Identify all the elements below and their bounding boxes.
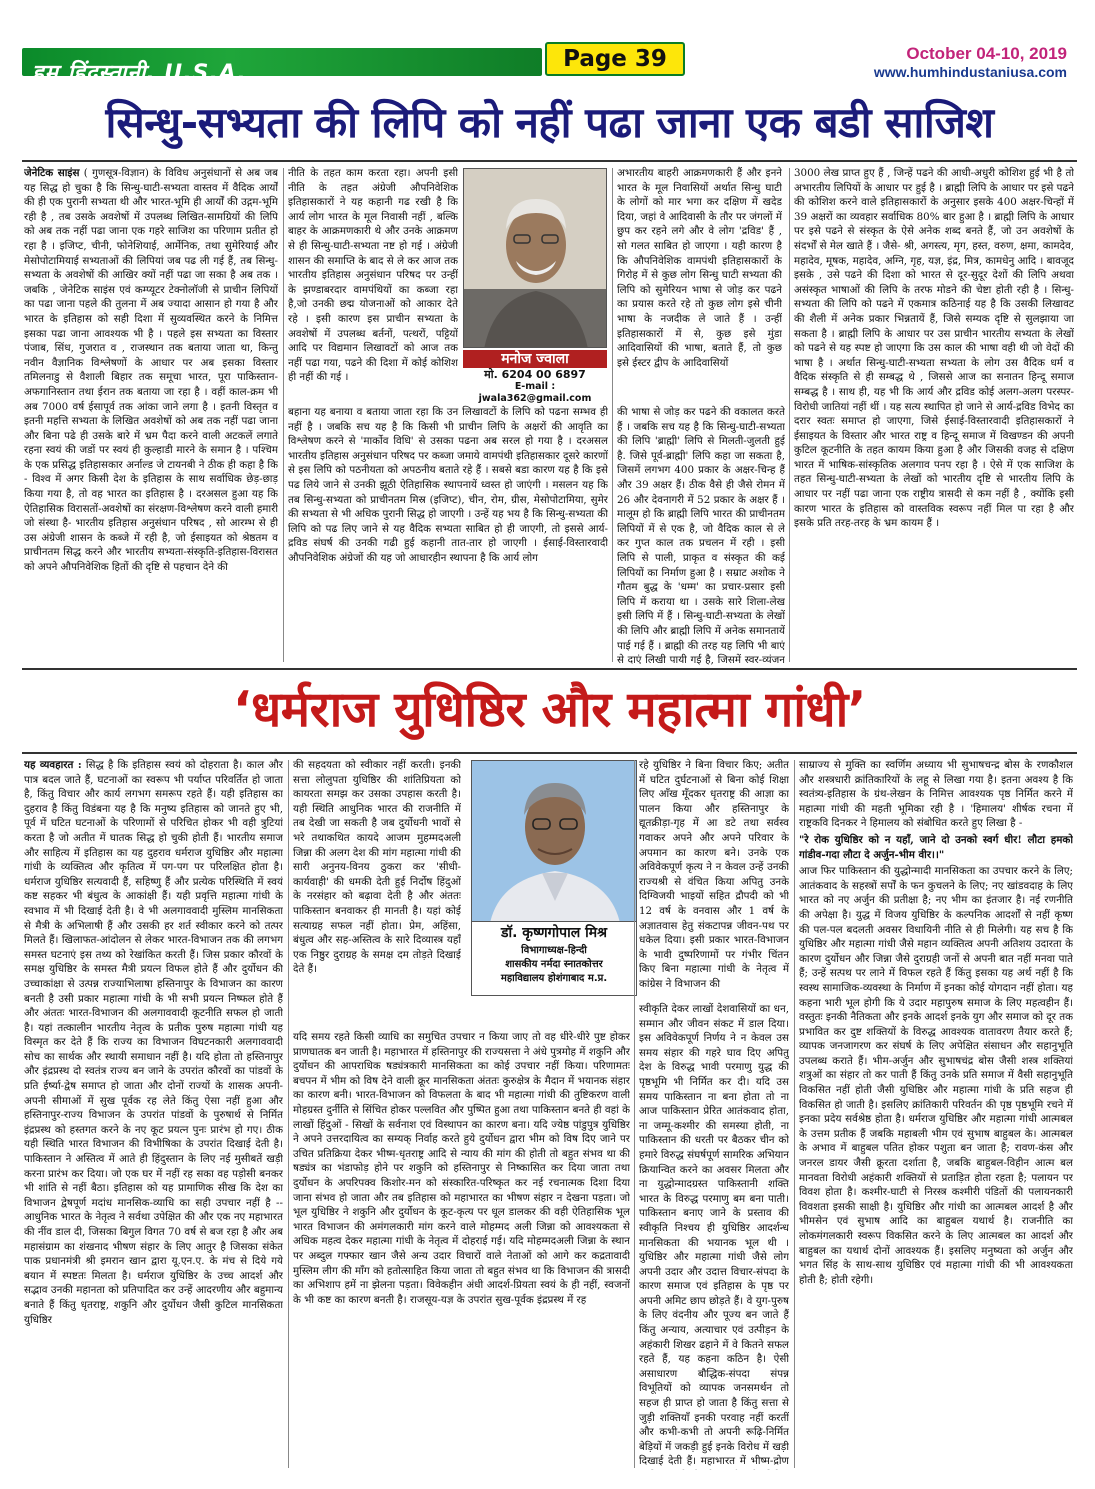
- article1-column-2-bottom: [288, 405, 608, 667]
- article1-col3-top-text: अभारतीय बाहरी आक्रमणकारी हैं और इनने भारत के मूल निवासियों अर्थात सिन्धु घाटी के लोगों को मार भगा कर दक्षिण में खदेड दिया, जहां वे आदिवासी के तौर पर जंगलों में छुप कर रहने लगे और वे लोग 'द्रविड' हैं , सो गलत साबित हो जाएगा । यही कारण है कि औपनिवेशिक वामपंथी इतिहासकारों के गिरोह में से कुछ लोग सिन्धु घाटी सभ्यता की लिपि को सुमेरियन भाषा से जोड़ कर पढने का प्रयास करते रहे तो कुछ लोग इसे चीनी भाषा के नजदीक ले जाते हैं । उन्हीं इतिहासकारों में से, कुछ इसे मुंडा आदिवासियों की भाषा, बताते हैं, तो कुछ इसे ईस्टर द्वीप के आदिवासियों: [617, 167, 782, 369]
- author1-photo: [463, 168, 607, 348]
- author1-portrait: [464, 169, 607, 348]
- article1-col2-top-text: नीति के तहत काम करता रहा। अपनी इसी नीति के तहत अंग्रेजी औपनिवेशिक इतिहासकारों ने यह कहानी गढ रखी है कि आर्य लोग भारत के मूल निवासी नहीं , बल्कि बाहर के आक्रमणकारी थे और उनके आक्रमण से ही सिन्धु-घाटी-सभ्यता नष्ट हो गई । अंग्रेजी शासन की समाप्ति के बाद से ले कर आज तक भारतीय इतिहास अनुसंधान परिषद पर उन्हीं के झण्डाबरदार वामपंथियों का कब्जा रहा है,जो उनकी छद्म योजनाओं को आकार देते रहे । इसी कारण इस प्राचीन सभ्यता के अवशेषों में उपलब्ध बर्तनों, पत्थरों, पट्टियों आदि पर विद्यमान लिखावटों को आज तक नहीं पढा गया, पढने की दिशा में कोई कोशिश ही नहीं की गई ।: [288, 167, 458, 384]
- article1-column-3-bottom: [617, 405, 785, 667]
- article1-lead: जेनेटिक साइंस: [24, 167, 80, 179]
- column-divider: [612, 168, 613, 662]
- website-link[interactable]: www.humhindustaniusa.com: [873, 64, 1067, 80]
- article1-column-1: [24, 166, 278, 666]
- article2-lead: यह व्यवहारत :: [24, 759, 82, 771]
- author1-phone: मो. 6204 00 6897: [484, 368, 586, 381]
- article2-column-2-bottom: [293, 1030, 630, 1470]
- column-divider: [283, 168, 284, 662]
- column-divider: [634, 760, 635, 1468]
- column-divider: [794, 760, 795, 1468]
- article2-col1-text: सिद्ध है कि इतिहास स्वयं को दोहराता है। काल और पात्र बदल जाते हैं, घटनाओं का स्वरूप भी पर्याप्त परिवर्तित हो जाता है, किंतु विचार और कार्य लगभग समरूप रहते हैं। यही इतिहास का दुहराव है किंतु विडंबना यह है कि मनुष्य इतिहास को जानते हुए भी, पूर्व में घटित घटनाओं के परिणामों से परिचित होकर भी वही त्रुटियां करता है जो अतीत में घातक सिद्ध हो चुकी होती हैं। भारतीय समाज और साहित्य में इतिहास का यह दुहराव धर्मराज युधिष्ठिर और महात्मा गांधी के व्यक्तित्व और कृतित्व में पग-पग पर परिलक्षित होता है। धर्मराज युधिष्ठिर सत्यवादी हैं, सहिष्णु हैं और प्रत्येक परिस्थिति में स्वयं कष्ट सहकर भी बंधुत्व के आकांक्षी हैं। यही प्रवृत्ति महात्मा गांधी के स्वभाव में भी दिखाई देती है। वे भी अलगाववादी मुस्लिम मानसिकता से मैत्री के अभिलाषी हैं और उसकी हर शर्त स्वीकार करने को तत्पर मिलते हैं। खिलाफत-आंदोलन से लेकर भारत-विभाजन तक की लगभग समस्त घटनाएं इस तथ्य को रेखांकित करती हैं। जिस प्रकार कौरवों के समक्ष युधिष्ठिर के समस्त मैत्री प्रयत्न विफल होते हैं और दुर्योधन की उच्चाकांक्षा से उत्पन्न राज्याभिलाषा हस्तिनापुर के विभाजन का कारण बनती है उसी प्रकार महात्मा गांधी के भी सभी प्रयत्न निष्फल होते हैं और अंततः भारत-विभाजन की अलगाववादी कूटनीति सफल हो जाती है। यहां तत्कालीन भारतीय नेतृत्व के प्रतीक पुरुष महात्मा गांधी यह विस्मृत कर देते हैं कि राज्य का विभाजन विघटनकारी अलगाववादी सोच का सार्थक और स्थायी समाधान नहीं है। यदि होता तो हस्तिनापुर और इंद्रप्रस्थ दो स्वतंत्र राज्य बन जाने के उपरांत कौरवों का पांडवों के प्रति ईर्ष्या-द्वेष समाप्त हो जाता और दोनों राज्यों के शासक अपनी-अपनी सीमाओं में सुख पूर्वक रह लेते किंतु ऐसा नहीं हुआ और हस्तिनापुर-राज्य विभाजन के उपरांत पांडवों के पुरुषार्थ से निर्मित इंद्रप्रस्थ को हस्तगत करने के नए कूट प्रयत्न पुनः प्रारंभ हो गए। ठीक यही स्थिति भारत विभाजन की विभीषिका के उपरांत दिखाई देती है। पाकिस्तान ने अस्तित्व में आते ही हिंदुस्तान के लिए नई मुसीबतें खड़ी करना प्रारंभ कर दिया। जो एक घर में नहीं रह सका वह पड़ोसी बनकर भी शांति से नहीं बैठा। इतिहास को यह प्रामाणिक सीख कि देश का विभाजन द्वेषपूर्ण मदांध मानसिक-व्याधि का सही उपचार नहीं है -- आधुनिक भारत के नेतृत्व ने सर्वथा उपेक्षित की और एक नए महाभारत की नींव डाल दी, जिसका बिगुल विगत 70 वर्ष से बज रहा है और अब महासंग्राम का शंखनाद भीषण संहार के लिए आतुर है जिसका संकेत पाक प्रधानमंत्री श्री इमरान खान द्वारा यू.एन.ए. के मंच से दिये गये बयान में स्पष्टतः मिलता है। धर्मराज युधिष्ठिर के उच्च आदर्श और सद्भाव उनकी महानता को प्रतिपादित कर उन्हें आदरणीय और बहुमान्य बनाते हैं किंतु धृतराष्ट्र, शकुनि और दुर्योधन जैसी कुटिल मानसिकता युधिष्ठिर: [24, 759, 283, 1326]
- column-divider: [288, 760, 289, 1468]
- article2-col3-bottom-text: स्वीकृति देकर लाखों देशवासियों का धन, सम्मान और जीवन संकट में डाल दिया। इस अविवेकपूर्ण निर्णय ने न केवल उस समय संहार की गहरे घाव दिए अपितु देश के विरुद्ध भावी परमाणु युद्ध की पृष्ठभूमि भी निर्मित कर दी। यदि उस समय पाकिस्तान ना बना होता तो ना आज पाकिस्तान प्रेरित आतंकवाद होता, ना जम्मू-कश्मीर की समस्या होती, ना पाकिस्तान की धरती पर बैठकर चीन को हमारे विरुद्ध संघर्षपूर्ण सामरिक अभियान क्रियान्वित करने का अवसर मिलता और ना युद्धोन्मादग्रस्त पाकिस्तानी शक्ति भारत के विरुद्ध परमाणु बम बना पाती। पाकिस्तान बनाए जाने के प्रस्ताव की स्वीकृति निश्चय ही युधिष्ठिर आदर्शन्ध मानसिकता की भयानक भूल थी । युधिष्ठिर और महात्मा गांधी जैसे लोग अपनी उदार और उदात्त विचार-संपदा के कारण समाज एवं इतिहास के पृष्ठ पर अपनी अमिट छाप छोड़ते हैं। वे युग-पुरुष के लिए वंदनीय और पूज्य बन जाते हैं किंतु अन्याय, अत्याचार एवं उत्पीड़न के अहंकारी शिखर ढहाने में वे कितने सफल रहते हैं, यह कहना कठिन है। ऐसी असाधारण बौद्धिक-संपदा संपन्न विभूतियों को व्यापक जनसमर्थन तो सहज ही प्राप्त हो जाता है किंतु सत्ता से जुड़ी शक्तियाँ इनकी परवाह नहीं करतीं और कभी-कभी तो अपनी रूढ़ि-निर्मित बेड़ियों में जकड़ी हुई इनके विरोध में खड़ी दिखाई देती हैं। महाभारत में भीष्म-द्रोण: [639, 1003, 789, 1468]
- divider: [22, 668, 1077, 670]
- article2-col4-bottom-text: आज फिर पाकिस्तान की युद्धोन्मादी मानसिकता का उपचार करने के लिए; आतंकवाद के सहस्त्रों सर्पों के फन कुचलने के लिए; नए खांडवदाह के लिए भारत को नए अर्जुन की प्रतीक्षा है; नए भीम का इंतजार है। नई रणनीति की अपेक्षा है। युद्ध में विजय युधिष्ठिर के कल्पनिक आदर्शों से नहीं कृष्ण की पल-पल बदलती अवसर विधायिनी नीति से ही मिलेगी। यह सच है कि युधिष्ठिर और महात्मा गांधी जैसे महान व्यक्तित्व अपनी अतिशय उदारता के कारण दुर्योधन और जिन्ना जैसे दुराग्रही जनों से अपनी बात नहीं मनवा पाते हैं; उन्हें सत्पथ पर लाने में विफल रहते हैं किंतु इसका यह अर्थ नहीं है कि स्वस्थ सामाजिक-व्यवस्था के निर्माण में इनका कोई योगदान नहीं होता। यह कहना भारी भूल होगी कि ये उदार महापुरुष समाज के लिए महत्वहीन हैं। वस्तुतः इनकी नैतिकता और इनके आदर्श इनके युग और समाज को दूर तक प्रभावित कर दुष्ट शक्तियों के विरुद्ध आवश्यक वातावरण तैयार करते हैं; व्यापक जनजागरण कर संघर्ष के लिए अपेक्षित संसाधन और सहानुभूति उपलब्ध कराते हैं। भीम-अर्जुन और सुभाषचंद्र बोस जैसी शस्त्र शक्तियां शत्रुओं का संहार तो कर पाती हैं किंतु उनके प्रति समाज में वैसी सहानुभूति विकसित नहीं होती जैसी युधिष्ठिर और महात्मा गांधी के प्रति सहज ही विकसित हो जाती है। इसलिए क्रांतिकारी परिवर्तन की पृष्ठ पृष्ठभूमि रचने में इनका प्रदेय सर्वश्रेष्ठ होता है। धर्मराज युधिष्ठिर और महात्मा गांधी आत्मबल के उत्तम प्रतीक हैं जबकि महाबली भीम एवं सुभाष बाहुबल के। आत्मबल के अभाव में बाहुबल पतित होकर पशुता बन जाता है; रावण-कंस और जनरल डायर जैसी क्रूरता दर्शाता है, जबकि बाहुबल-विहीन आत्म बल मानवता विरोधी अहंकारी शक्तियों से प्रताड़ित होता रहता है; पलायन पर विवश होता है। कश्मीर-घाटी से निरस्त्र कश्मीरी पंडितों की पलायनकारी विवशता इसकी साक्षी है। युधिष्ठिर और गांधी का आत्मबल आदर्श है और भीमसेन एवं सुभाष आदि का बाहुबल यथार्थ है। राजनीति का लोकमंगलकारी स्वरूप विकसित करने के लिए आत्मबल का आदर्श और बाहुबल का यथार्थ दोनों आवश्यक हैं। इसलिए मनुष्यता को अर्जुन और भगत सिंह के साथ-साथ युधिष्ठिर एवं महात्मा गांधी की भी आवश्यकता होती है; होती रहेगी।: [799, 865, 1073, 1286]
- article2-col4-top-text: साम्राज्य से मुक्ति का स्वर्णिम अध्याय भी सुभाषचन्द्र बोस के रणकौशल और शस्त्रधारी क्रांतिकारियों के लहू से लिखा गया है। इतना अवश्य है कि स्वतंत्र्य-इतिहास के ग्रंथ-लेखन के निमित्त आवश्यक पृष्ठ निर्मित करने में महात्मा गांधी की महती भूमिका रही है । 'हिमालय' शीर्षक रचना में राष्ट्रकवि दिनकर ने हिमालय को संबोधित करते हुए लिखा है -: [799, 759, 1073, 830]
- divider: [22, 160, 1077, 162]
- author2-name: डॉ. कृष्णगोपाल मिश्र: [500, 925, 608, 941]
- article2-col2-bottom-text: यदि समय रहते किसी व्याधि का समुचित उपचार न किया जाए तो वह धीरे-धीरे पुष्ट होकर प्राणघातक बन जाती है। महाभारत में हस्तिनापुर की राज्यसत्ता ने अंधे पुत्रमोह में शकुनि और दुर्योधन की आपराधिक षड्यंत्रकारी मानसिकता का कोई उपचार नहीं किया। परिणामतः बचपन में भीम को विष देने वाली क्रूर मानसिकता अंततः कुरुक्षेत्र के मैदान में भयानक संहार का कारण बनी। भारत-विभाजन को विफलता के बाद भी महात्मा गांधी की तुष्टिकरण वाली मोहग्रस्त दुर्नीति से सिंचित होकर पल्लवित और पुष्पित हुआ तथा पाकिस्तान बनते ही वहां के लाखों हिंदुओं - सिखों के सर्वनाश एवं विस्थापन का कारण बना। यदि ज्येष्ठ पांडुपुत्र युधिष्ठिर ने अपने उत्तरदायित्व का सम्यक् निर्वाह करते हुये दुर्योधन द्वारा भीम को विष दिए जाने पर उचित प्रतिक्रिया देकर भीष्म-धृतराष्ट्र आदि से न्याय की मांग की होती तो बहुत संभव था की षड्यंत्र का भंडाफोड़ होने पर शकुनि को हस्तिनापुर से निष्कासित कर दिया जाता तथा दुर्योधन के अपरिपक्व किशोर-मन को संस्कारित-परिष्कृत कर नई रचनात्मक दिशा दिया जाना संभव हो जाता और तब इतिहास को महाभारत का भीषण संहार न देखना पड़ता। जो भूल युधिष्ठिर ने शकुनि और दुर्योधन के कूट-कृत्य पर धूल डालकर की वही ऐतिहासिक भूल भारत विभाजन की अमंगलकारी मांग करने वाले मोहम्मद अली जिन्ना को आवश्यकता से अधिक महत्व देकर महात्मा गांधी के नेतृत्व में दोहराई गई। यदि मोहम्मदअली जिन्ना के स्थान पर अब्दुल गफ्फार खान जैसे अन्य उदार विचारों वाले नेताओं को आगे कर कद्रतावादी मुस्लिम लीग की माँग को हतोत्साहित किया जाता तो बहुत संभव था कि विभाजन की त्रासदी का अभिशाप हमें ना झेलना पड़ता। विवेकहीन अंधी आदर्श-प्रियता स्वयं के ही नहीं, स्वजनों के भी कष्ट का कारण बनती है। राजसूय-यज्ञ के उपरांत सुख-पूर्वक इंद्रप्रस्थ में रह: [293, 1031, 630, 1306]
- article2-column-2-top: [293, 758, 461, 1032]
- article2-headline: ‘धर्मराज युधिष्ठिर और महात्मा गांधी’: [233, 681, 866, 738]
- column-divider: [789, 168, 790, 662]
- author2-title: विभागाध्यक्ष-हिन्दी: [521, 945, 587, 956]
- poem-quote: "रे रोक युधिष्ठिर को न यहाँ, जाने दो उनको स्वर्ग धीर! लौटा हमको गांडीव-गदा लौटा दे अर्जुन-भीम वीर।।": [799, 833, 1073, 861]
- newspaper-title: हम हिंदुस्तानी, U.S.A.: [32, 61, 247, 86]
- article1-col4-text: 3000 लेख प्राप्त हुए हैं , जिन्हें पढने की आधी-अधुरी कोशिश हुई भी है तो अभारतीय लिपियों के आधार पर हुई है । ब्राह्मी लिपि के आधार पर इसे पढने की कोशिश करने वाले इतिहासकारों के अनुसार इसके 400 अक्षर-चिन्हों में 39 अक्षरों का व्यवहार सर्वाधिक 80% बार हुआ है । ब्राह्मी लिपि के आधार पर इसे पढने से संस्कृत के ऐसे अनेक शब्द बनते हैं, जो उन अवशेषों के संदर्भों से मेल खाते हैं । जैसे- श्री, अगस्त्य, मृग, हस्त, वरुण, क्षमा, कामदेव, महादेव, मूषक, महादेव, अग्नि, गृह, यज्ञ, इंद्र, मित्र, कामधेनु आदि । बावजूद इसके , उसे पढने की दिशा को भारत से दूर-सुदूर देशों की लिपि अथवा असंस्कृत भाषाओं की लिपि के तरफ मोडने की चेष्टा होती रही है । सिन्धु-सभ्यता की लिपि को पढने में एकमात्र कठिनाई यह है कि उसकी लिखावट की शैली में अनेक प्रकार भिन्नतायें हैं, जिसे सम्यक दृष्टि से सुलझाया जा सकता है । ब्राह्मी लिपि के आधार पर उस प्राचीन भारतीय सभ्यता के लेखों को पढने से यह स्पष्ट हो जाएगा कि उस काल की भाषा वही थी जो वेदों की भाषा है । अर्थात सिन्धु-घाटी-सभ्यता सभ्यता के लोग उस वैदिक धर्म व वैदिक संस्कृति से ही सम्बद्ध थे , जिससे आज का सनातन हिन्दू समाज सम्बद्ध है । साथ ही, यह भी कि आर्य और द्रविड कोई अलग-अलग परस्पर-विरोधी जातियां नहीं थीं । यह सत्य स्थापित हो जाने से आर्य-द्रविड विभेद का दरार स्वतः समाप्त हो जाएगा, जिसे ईसाई-विस्तारवादी इतिहासकारों ने ईसाइयत के विस्तार और भारत राष्ट्र व हिन्दू समाज में विखण्डन की अपनी कुटिल कूटनीति के तहत कायम किया हुआ है और जिसकी वजह से दक्षिण भारत में भाषिक-सांस्कृतिक अलगाव पनप रहा है । ऐसे में एक साजिश के तहत सिन्धु-घाटी-सभ्यता के लेखों को भारतीय दृष्टि से भारतीय लिपि के आधार पर नहीं पढा जाना एक राष्ट्रीय त्रासदी से कम नहीं है , क्योंकि इसी कारण भारत के इतिहास को वास्तविक स्वरूप नहीं मिल पा रहा है और इसके प्रति तरह-तरह के भ्रम कायम हैं ।: [794, 167, 1074, 530]
- article2-col3-top-text: रहे युधिष्ठिर ने बिना विचार किए; अतीत में घटित दुर्घटनाओं से बिना कोई शिक्षा लिए आँख मूँदकर धृतराष्ट्र की आज्ञा का पालन किया और हस्तिनापुर के द्यूतक्रीड़ा-गृह में आ डटे तथा सर्वस्व गवाकर अपने और अपने परिवार के अपमान का कारण बने। उनके एक अविवेकपूर्ण कृत्य ने न केवल उन्हें उनकी राज्यश्री से वंचित किया अपितु उनके दिग्विजयी भाइयों सहित द्रौपदी को भी 12 वर्ष के वनवास और 1 वर्ष के अज्ञातवास हेतु संकटापन्न जीवन-पथ पर धकेल दिया। इसी प्रकार भारत-विभाजन के भावी दुष्परिणामों पर गंभीर चिंतन किए बिना महात्मा गांधी के नेतृत्व में कांग्रेस ने विभाजन की: [639, 759, 789, 990]
- article1-headline: सिन्धु-सभ्यता की लिपि को नहीं पढा जाना एक बडी साजिश: [105, 98, 994, 147]
- author2-portrait: [472, 761, 637, 922]
- author2-college: शासकीय नर्मदा स्नातकोत्तर: [505, 959, 603, 970]
- article2-column-3-top: [639, 758, 789, 1004]
- article1-column-3-top: [617, 166, 782, 408]
- article1-col1-text: ( गुणसूत्र-विज्ञान) के विविध अनुसंधानों से अब जब यह सिद्ध हो चुका है कि सिन्धु-घाटी-सभ्यता वास्तव में वैदिक आर्यों की ही एक पुरानी सभ्यता थी और भारत-भूमि ही आर्यों की उद्गम-भूमि रही है , तब उसके अवशेषों में उपलब्ध लिखित-सामग्रियों की लिपि को अब तक नहीं पढा जाना एक गहरे साजिश का परिणाम प्रतीत हो रहा है । इजिप्ट, चीनी, फोनेशियाई, आर्मेनिक, तथा सुमेरियाई और मेसोपोटामियाई सभ्यताओं की लिपियां जब पढ ली गई हैं, तब सिन्धु-सभ्यता के अवशेषों की आखिर क्यों नहीं पढा जा सका है अब तक । जबकि , जेनेटिक साइंस एवं कम्प्यूटर टेक्नोलॉजी से प्राचीन लिपियों का पढा जाना पहले की तुलना में अब ज्यादा आसान हो गया है और भारत के इतिहास को सही दिशा में सुव्यवस्थित करने के निमित्त इसका पढा जाना आवश्यक भी है । पहले इस सभ्यता का विस्तार पंजाब, सिंध, गुजरात व , राजस्थान तक बताया जाता था, किन्तु नवीन वैज्ञानिक विश्लेषणों के आधार पर अब इसका विस्तार तमिलनाडु से वैशाली बिहार तक समूचा भारत, पूरा पाकिस्तान-अफगानिस्तान तथा ईरान तक बताया जा रहा है । वहीं काल-क्रम भी अब 7000 वर्ष ईसापूर्व तक आंका जाने लगा है । इतनी विस्तृत व इतनी महत्ति सभ्यता के लिखित अवशेषों को अब तक नहीं पढा जाना और बिना पढे ही उसके बारे में भ्रम पैदा करने वाली अटकलें लगाते रहना स्वयं की जडों पर स्वयं ही कुल्हाडी मारने के समान है । पश्चिम के एक प्रसिद्ध इतिहासकार अर्नाल्ड जे टायनबी ने ठीक ही कहा है कि - विश्व में अगर किसी देश के इतिहास के साथ सर्वाधिक छेड़-छाड़ किया गया है, तो वह भारत का इतिहास है । दरअसल हुआ यह कि ऐतिहासिक विरासतों-अवशेषों का संरक्षण-विश्लेषण करने वाली हमारी जो संस्था है- भारतीय इतिहास अनुसंधान परिषद , सो आरम्भ से ही उस अंग्रेजी शासन के कब्जे में रही है, जो ईसाइयत को श्रेष्ठतम व प्राचीनतम सिद्ध करने और भारतीय सभ्यता-संस्कृति-इतिहास-विरासत को अपने औपनिवेशिक हितों की दृष्टि से पहचान देने की: [24, 167, 278, 574]
- author2-location: महाविद्यालय होशंगाबाद म.प्र.: [500, 973, 608, 984]
- author2-byline: [471, 922, 637, 996]
- article2-column-3-bottom: [639, 1002, 789, 1470]
- author1-byline: [463, 350, 607, 404]
- divider: [22, 752, 1077, 754]
- article1-col3-bottom-text: की भाषा से जोड़ कर पढने की वकालत करते हैं । जबकि सच यह है कि सिन्धु-घाटी-सभ्यता की लिपि 'ब्राह्मी' लिपि से मिलती-जुलती हुई है. जिसे पूर्व-ब्राह्मी' लिपि कहा जा सकता है, जिसमें लगभग 400 प्रकार के अक्षर-चिन्ह हैं और 39 अक्षर हैं। ठीक वैसे ही जैसे रोमन में 26 और देवनागरी में 52 प्रकार के अक्षर हैं । मालूम हो कि ब्राह्मी लिपि भारत की प्राचीनतम लिपियों में से एक है, जो वैदिक काल से ले कर गुप्त काल तक प्रचलन में रही । इसी लिपि से पाली, प्राकृत व संस्कृत की कई लिपियों का निर्माण हुआ है । सम्राट अशोक ने गौतम बुद्ध के 'धम्म' का प्रचार-प्रसार इसी लिपि में कराया था । उसके सारे शिला-लेख इसी लिपि में हैं । सिन्धु-घाटी-सभ्यता के लेखों की लिपि और ब्राह्मी लिपि में अनेक समानतायें पाई गई हैं । ब्राह्मी की तरह यह लिपि भी बाएं से दाएं लिखी पायी गई है, जिसमें स्वर-व्यंजन: [617, 406, 785, 667]
- author1-email[interactable]: E-mail : jwala362@gmail.com: [478, 381, 592, 404]
- masthead-banner: [22, 48, 542, 86]
- article1-column-2-top: [288, 166, 458, 406]
- page-number: Page 39: [545, 42, 685, 76]
- article1-col2-bottom-text: बहाना यह बनाया व बताया जाता रहा कि उन लिखावटों के लिपि को पढना सम्भव ही नहीं है । जबकि सच यह है कि किसी भी प्राचीन लिपि के अक्षरों की आवृति का विश्लेषण करने से 'मार्कोव विधि' से उसका पढना अब सरल हो गया है । दरअसल भारतीय इतिहास अनुसंधान परिषद पर कब्जा जमाये वामपंथी इतिहासकार दूसरे कारणों से इस लिपि को पठनीयता को अपठनीय बताते रहे हैं । सबसे बडा कारण यह है कि इसे पढ लिये जाने से उनकी झूठी ऐतिहासिक स्थापनायें ध्वस्त हो जाएंगी । मसलन यह कि तब सिन्धु-सभ्यता को प्राचीनतम मिस्र (इजिप्ट), चीन, रोम, ग्रीस, मेसोपोटामिया, सुमेर की सभ्यता से भी अधिक पुरानी सिद्ध हो जाएगी । उन्हें यह भय है कि सिन्धु-सभ्यता की लिपि को पढ लिए जाने से यह वैदिक सभ्यता साबित हो ही जाएगी, तो इससे आर्य-द्रविड संघर्ष की उनकी गढी हुई कहानी तात-तार हो जाएगी । ईसाई-विस्तारवादी औपनिवेशिक अंग्रेजों की यह जो आधारहीन स्थापना है कि आर्य लोग: [288, 406, 608, 564]
- article1-column-4: [794, 166, 1074, 666]
- article2-column-4: [799, 758, 1073, 1470]
- masthead: [22, 40, 1077, 86]
- issue-date: October 04-10, 2019: [906, 44, 1067, 63]
- author1-name: मनोज ज्वाला: [463, 350, 607, 368]
- article2-col2-top-text: की सहदयता को स्वीकार नहीं करती। इनकी सत्ता लोलुपता युधिष्ठिर की शांतिप्रियता को कायरता समझ कर उसका उपहास करती है। यही स्थिति आधुनिक भारत की राजनीति में तब देखी जा सकती है जब दुर्योधनी भावों से भरे तथाकथित कायदे आजम मुहम्मदअली जिन्ना की अलग देश की मांग महात्मा गांधी की सारी अनुनय-विनय ठुकरा कर 'सीधी-कार्यवाही' की धमकी देती हुई निर्दोष हिंदुओं के नरसंहार को बढ़ावा देती है और अंततः पाकिस्तान बनवाकर ही मानती है। यहां कोई सत्याग्रह सफल नहीं होता। प्रेम, अहिंसा, बंधुत्व और सह-अस्तित्व के सारे दिव्यास्त्र यहाँ एक निष्ठुर दुराग्रह के समक्ष दम तोड़ते दिखाई देते हैं।: [293, 759, 461, 976]
- author2-photo: [471, 760, 637, 922]
- article2-column-1: [24, 758, 283, 1470]
